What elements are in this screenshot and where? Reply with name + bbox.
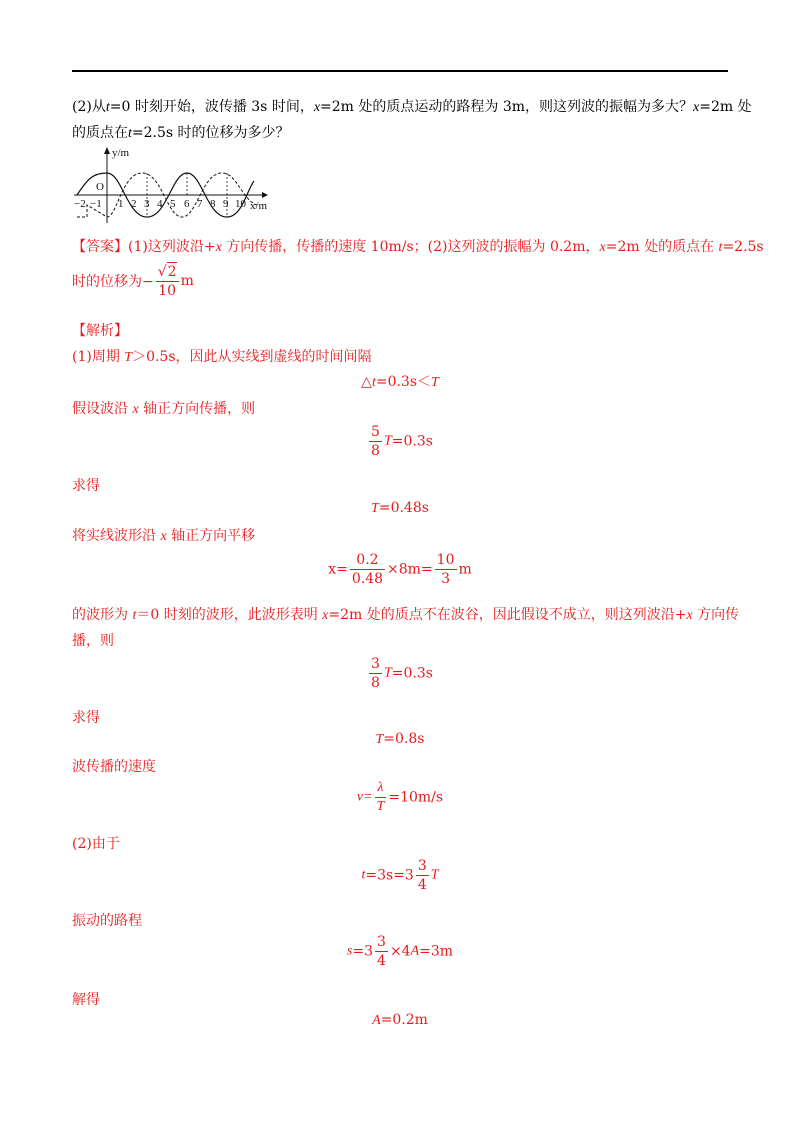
answer-line-1: 【答案】(1)这列波沿+x 方向传播，传播的速度 10m/s；(2)这列波的振幅为 0.2m，x=2m 处的质点在 t=2.5s xyxy=(72,239,764,255)
analysis-line: 的波形为 t＝0 时刻的波形，此波形表明 x=2m 处的质点不在波谷，因此假设不成立，则这列波沿+x 方向传 xyxy=(72,607,740,623)
header-rule xyxy=(72,70,728,72)
tick-label: 6 xyxy=(184,198,190,210)
analysis-line: 将实线波形沿 x 轴正方向平移 xyxy=(72,528,256,544)
equation-x-shift: x= $\frac{0.2}{0.48}$ ×8m= $\frac{10}{3}$ m xyxy=(328,552,472,587)
wave-figure xyxy=(72,145,277,225)
analysis-line: 求得 xyxy=(72,478,100,494)
x-axis-label: x/m xyxy=(250,200,268,212)
analysis-line: 振动的路程 xyxy=(72,913,142,929)
tick-label: 5 xyxy=(170,198,176,210)
equation-3-8T: $\frac{3}{8}$ T=0.3s xyxy=(371,656,433,691)
equation-T-048: T=0.48s xyxy=(371,500,429,516)
analysis-line: 解得 xyxy=(72,992,100,1008)
equation-T-08: T=0.8s xyxy=(375,731,425,747)
analysis-heading: 【解析】 xyxy=(72,323,128,339)
analysis-line: (1)周期 T＞0.5s，因此从实线到虚线的时间间隔 xyxy=(72,349,372,365)
analysis-line: 求得 xyxy=(72,710,100,726)
tick-label: 9 xyxy=(223,198,229,210)
equation-delta-t: △t=0.3s＜T xyxy=(361,374,439,390)
tick-label: −2 xyxy=(74,198,86,210)
tick-label: 4 xyxy=(157,198,163,210)
x-axis-arrow xyxy=(262,192,268,198)
origin-label: O xyxy=(96,181,104,193)
tick-label: 3 xyxy=(144,198,150,210)
y-axis-label: y/m xyxy=(112,147,130,159)
tick-label: 2 xyxy=(131,198,137,210)
equation-t-3s: t=3s=3 $\frac{3}{4}$ T xyxy=(361,858,439,893)
equation-velocity: v= $\frac{\lambda}{T}$ =10m/s xyxy=(356,780,444,814)
analysis-line: (2)由于 xyxy=(72,836,120,852)
equation-A: A=0.2m xyxy=(372,1012,428,1028)
answer-line-2: 时的位移为− $\frac{√2}{10}$ m xyxy=(72,264,194,299)
equation-5-8T: $\frac{5}{8}$ T=0.3s xyxy=(371,424,433,459)
analysis-line: 播，则 xyxy=(72,633,114,649)
question-line-2: 的质点在t=2.5s 时的位移为多少？ xyxy=(72,125,290,141)
tick-label: 10 xyxy=(235,198,246,210)
analysis-line: 假设波沿 x 轴正方向传播，则 xyxy=(72,401,256,417)
analysis-line: 波传播的速度 xyxy=(72,759,156,775)
tick-label: 1 xyxy=(118,198,124,210)
tick-label: 7 xyxy=(197,198,203,210)
tick-label: 8 xyxy=(210,198,216,210)
equation-path: s=3 $\frac{3}{4}$ ×4A=3m xyxy=(346,934,454,969)
tick-label: −1 xyxy=(90,198,102,210)
y-axis-arrow xyxy=(104,147,110,154)
question-line-1: (2)从t=0 时刻开始，波传播 3s 时间，x=2m 处的质点运动的路程为 3m，则这列波的振幅为多大？x=2m 处 xyxy=(72,99,752,115)
